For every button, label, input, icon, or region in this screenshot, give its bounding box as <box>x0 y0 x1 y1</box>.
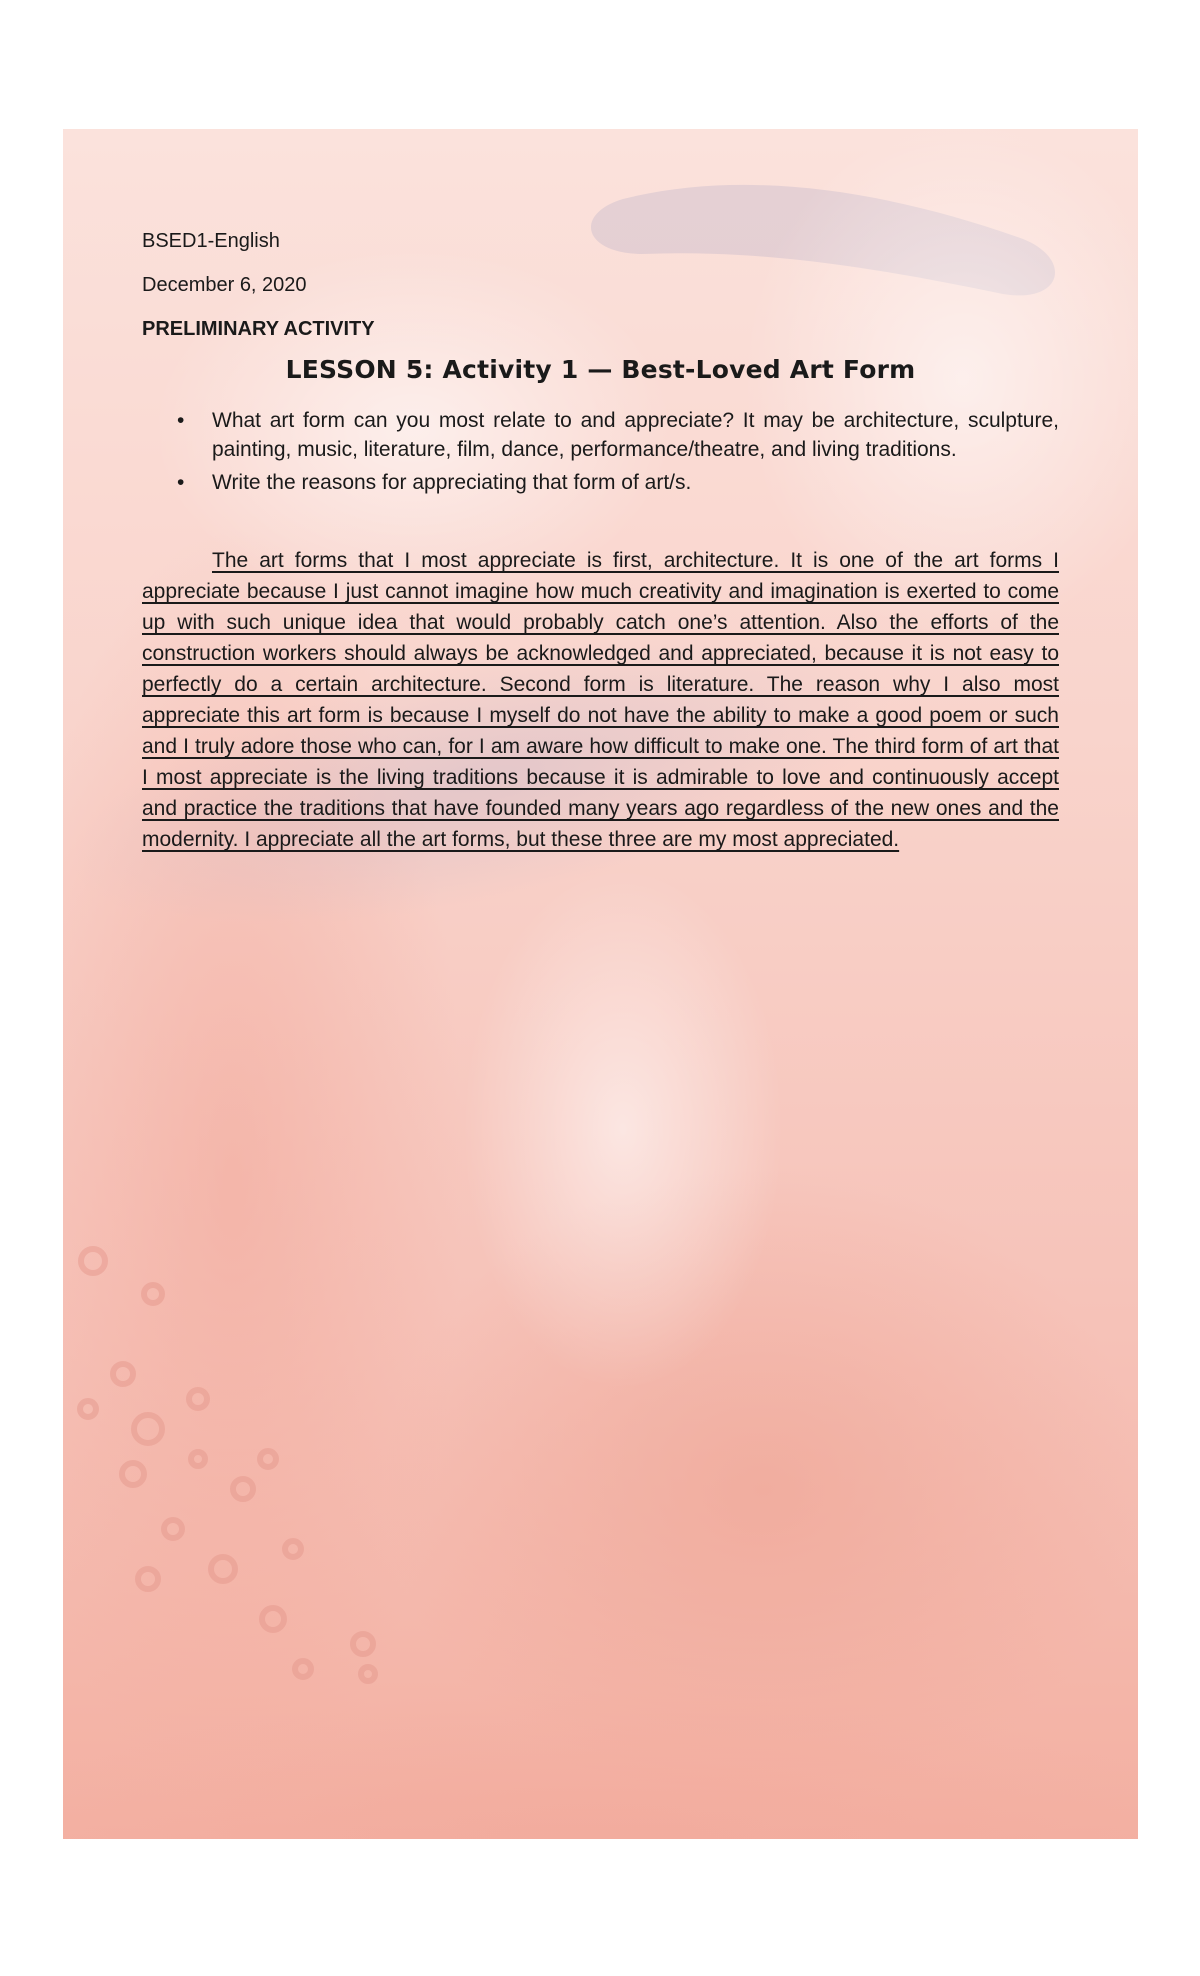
lesson-title: LESSON 5: Activity 1 — Best-Loved Art Form <box>285 355 916 384</box>
instruction-list <box>142 406 1059 497</box>
course-label: BSED1-English <box>142 230 280 252</box>
document-content <box>142 229 1059 876</box>
instruction-text: What art form can you most relate to and appreciate? It may be architecture, sculpture, painting, music, literature, film, dance, performance/theatre, and living traditions. <box>212 409 1059 461</box>
instruction-item <box>142 468 1059 497</box>
document-page <box>63 129 1138 1839</box>
section-heading: PRELIMINARY ACTIVITY <box>142 318 375 340</box>
instruction-item <box>142 406 1059 464</box>
instruction-text: Write the reasons for appreciating that form of art/s. <box>212 471 692 494</box>
bullet-icon: • <box>177 409 185 432</box>
date-label: December 6, 2020 <box>142 274 307 296</box>
bullet-icon: • <box>177 471 185 494</box>
essay-paragraph: The art forms that I most appreciate is first, architecture. It is one of the art forms I appreciate because I just cannot imagine how much creativity and imagination is exerted to come up with such unique idea that would probably catch one’s attention. Also the efforts of the construction workers should always be acknowledged and appreciated, because it is not easy to perfectly do a certain architecture. Second form is literature. The reason why I also most appreciate this art form is because I myself do not have the ability to make a good poem or such and I truly adore those who can, for I am aware how difficult to make one. The third form of art that I most appreciate is the living traditions because it is admirable to love and continuously accept and practice the traditions that have founded many years ago regardless of the new ones and the modernity. I appreciate all the art forms, but these three are my most appreciated. <box>142 549 1059 851</box>
